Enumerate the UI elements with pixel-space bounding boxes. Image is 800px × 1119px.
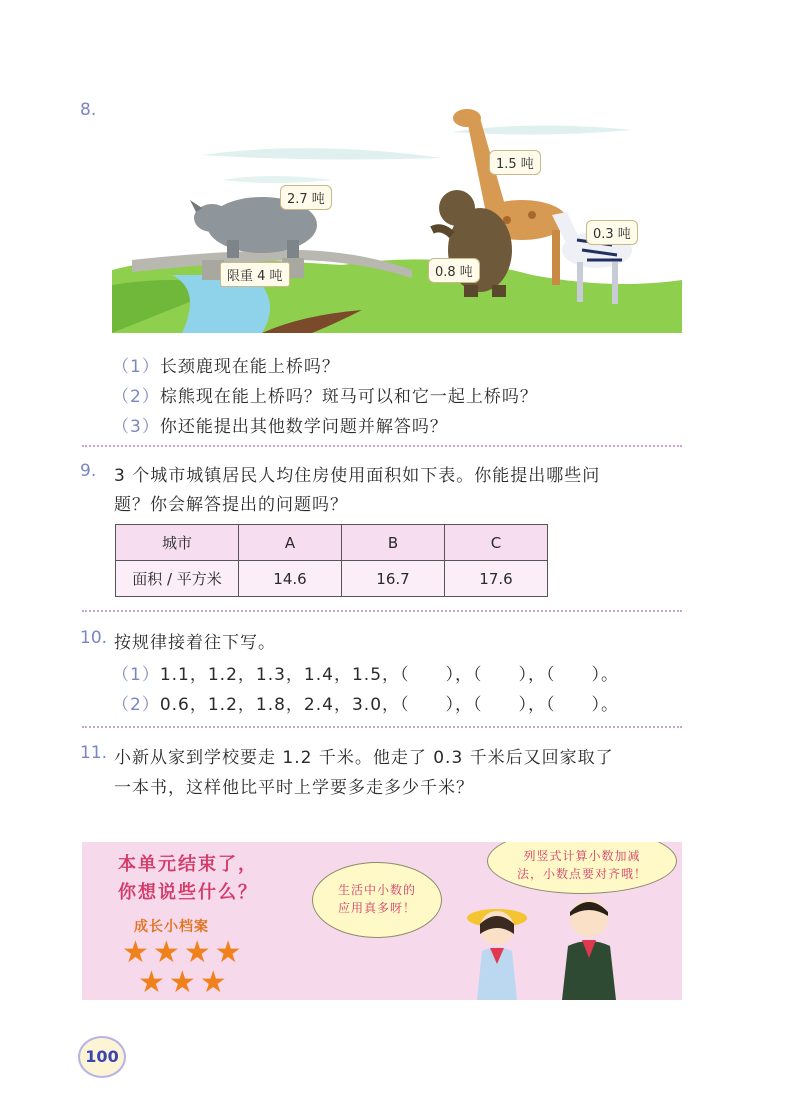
q8-item-2-num: （2） (112, 387, 160, 407)
bear-weight-tag: 0.8 吨 (428, 258, 480, 283)
banner-line-2: 你想说些什么？ (118, 882, 258, 903)
table-header-cell: 城市 (116, 525, 239, 561)
girl-bubble-line-1: 生活中小数的 (337, 883, 416, 897)
q8-item-1-num: （1） (112, 357, 160, 377)
star-rating-row-1: ★★★★ (122, 935, 246, 970)
table-header-cell: B (342, 525, 445, 561)
bridge-limit-sign: 限重 4 吨 (220, 262, 290, 287)
divider (82, 610, 682, 612)
q10-item-2-num: （2） (112, 695, 160, 715)
divider (82, 445, 682, 447)
q10-number: 10. (80, 628, 108, 648)
boy-speech-bubble (487, 842, 677, 894)
q10-title: 按规律接着往下写。 (114, 633, 276, 653)
giraffe-weight-tag: 1.5 吨 (489, 150, 541, 175)
q10-item-1-num: （1） (112, 665, 160, 685)
q11-line-1: 小新从家到学校要走 1.2 千米。他走了 0.3 千米后又回家取了 (114, 748, 614, 768)
unit-summary-banner (82, 842, 682, 1000)
q10-item-1 (112, 660, 619, 685)
page-number: 100 (78, 1036, 126, 1078)
table-header-cell: C (445, 525, 548, 561)
table-cell: 面积 / 平方米 (116, 561, 239, 597)
animal-bridge-illustration (112, 100, 682, 333)
q8-item-1 (112, 352, 340, 377)
q8-item-2 (112, 382, 538, 407)
q8-item-3-text: 你还能提出其他数学问题并解答吗？ (159, 417, 448, 437)
table-row (116, 561, 548, 597)
q8-item-3 (112, 412, 448, 437)
q8-item-2-text: 棕熊现在能上桥吗？斑马可以和它一起上桥吗？ (159, 387, 538, 407)
boy-bubble-line-1: 列竖式计算小数加减 (523, 849, 641, 863)
rhino-weight-tag: 2.7 吨 (280, 185, 332, 210)
q8-item-3-num: （3） (112, 417, 160, 437)
q9-line-2: 题？你会解答提出的问题吗？ (114, 495, 348, 515)
growth-record-label: 成长小档案 (134, 919, 209, 935)
q9-line-1: 3 个城市城镇居民人均住房使用面积如下表。你能提出哪些问 (114, 466, 601, 486)
table-cell: 14.6 (239, 561, 342, 597)
divider (82, 726, 682, 728)
q8-item-1-text: 长颈鹿现在能上桥吗？ (159, 357, 340, 377)
table-header-row (116, 525, 548, 561)
scene-svg (112, 100, 682, 333)
housing-area-table (115, 524, 548, 597)
q11-line-2: 一本书，这样他比平时上学要多走多少千米？ (114, 778, 474, 798)
table-header-cell: A (239, 525, 342, 561)
star-rating-row-2: ★★★ (138, 965, 231, 1000)
q9-number: 9. (80, 461, 97, 481)
table-cell: 16.7 (342, 561, 445, 597)
q8-number: 8. (80, 100, 97, 120)
q10-item-1-text: 1.1，1.2，1.3，1.4，1.5，（ ），（ ），（ ）。 (159, 665, 620, 685)
banner-line-1: 本单元结束了， (118, 854, 258, 875)
q11-number: 11. (80, 743, 108, 763)
table-cell: 17.6 (445, 561, 548, 597)
q10-item-2 (112, 690, 619, 715)
zebra-weight-tag: 0.3 吨 (586, 220, 638, 245)
q10-item-2-text: 0.6，1.2，1.8，2.4，3.0，（ ），（ ），（ ）。 (159, 695, 620, 715)
boy-illustration (544, 888, 634, 1000)
girl-speech-bubble (312, 862, 442, 938)
boy-bubble-line-2: 法，小数点要对齐哦！ (516, 867, 647, 881)
girl-illustration (452, 896, 542, 1000)
girl-bubble-line-2: 应用真多呀！ (337, 901, 416, 915)
